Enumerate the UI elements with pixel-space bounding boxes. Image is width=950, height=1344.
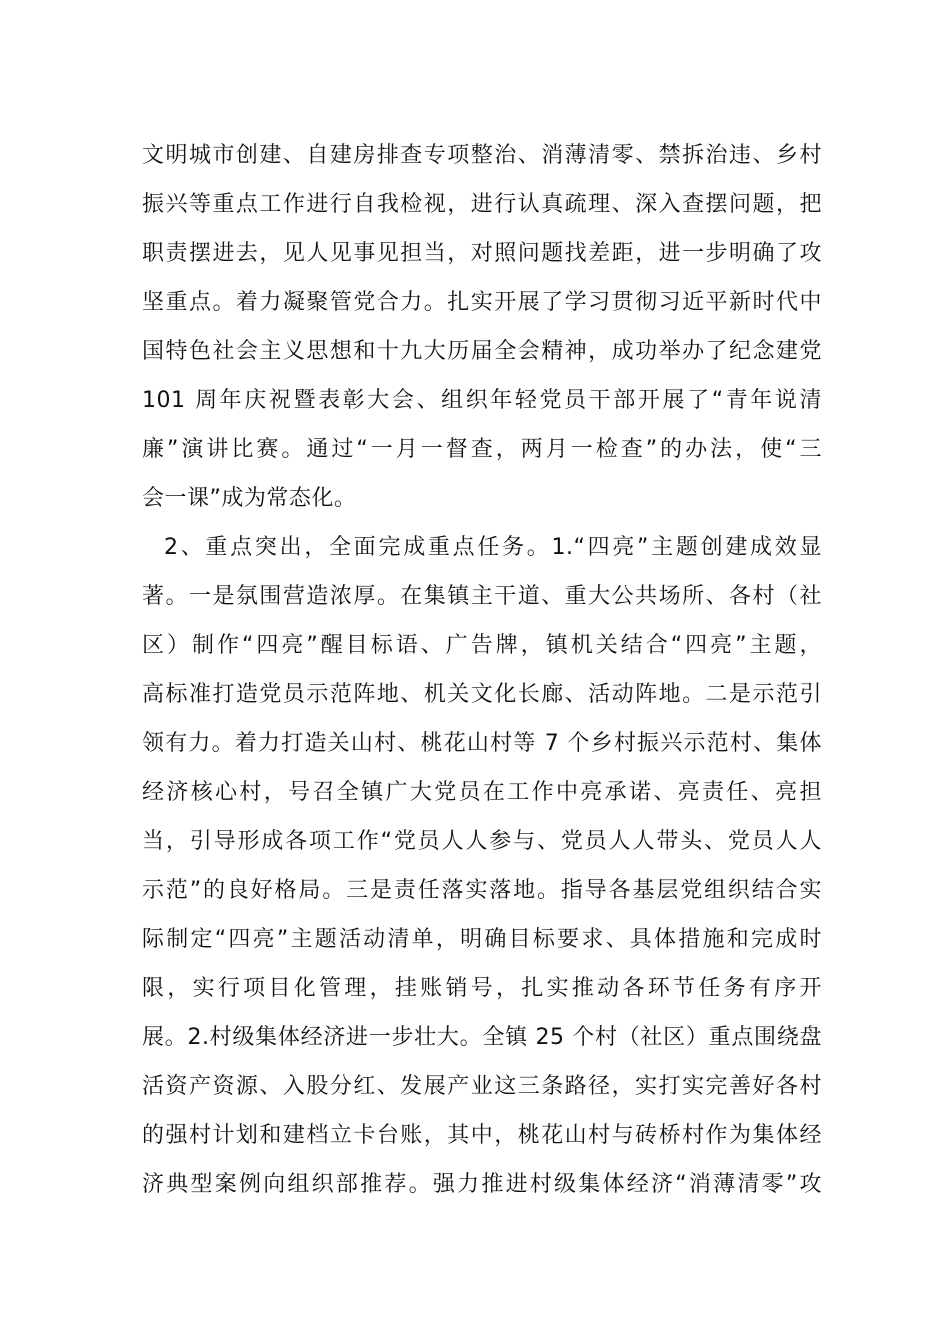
text-line: 活资产资源、入股分红、发展产业这三条路径，实打实完善好各村 bbox=[142, 1074, 822, 1099]
text-line: 展。2.村级集体经济进一步壮大。全镇 25 个村（社区）重点围绕盘 bbox=[142, 1025, 822, 1050]
text-line: 济典型案例向组织部推荐。强力推进村级集体经济“消薄清零”攻 bbox=[142, 1172, 822, 1197]
text-line: 国特色社会主义思想和十九大历届全会精神，成功举办了纪念建党 bbox=[142, 339, 822, 364]
text-line: 2、重点突出，全面完成重点任务。1.“四亮”主题创建成效显 bbox=[164, 535, 822, 560]
text-line: 振兴等重点工作进行自我检视，进行认真疏理、深入查摆问题，把 bbox=[142, 192, 822, 217]
text-line: 廉”演讲比赛。通过“一月一督查，两月一检查”的办法，使“三 bbox=[142, 437, 822, 462]
text-line: 示范”的良好格局。三是责任落实落地。指导各基层党组织结合实 bbox=[142, 878, 822, 903]
text-line: 101 周年庆祝暨表彰大会、组织年轻党员干部开展了“青年说清 bbox=[142, 388, 822, 413]
text-line: 当，引导形成各项工作“党员人人参与、党员人人带头、党员人人 bbox=[142, 829, 822, 854]
text-line: 限，实行项目化管理，挂账销号，扎实推动各环节任务有序开 bbox=[142, 976, 822, 1001]
text-line: 文明城市创建、自建房排查专项整治、消薄清零、禁拆治违、乡村 bbox=[142, 143, 822, 168]
text-line: 职责摆进去，见人见事见担当，对照问题找差距，进一步明确了攻 bbox=[142, 241, 822, 266]
text-line: 经济核心村，号召全镇广大党员在工作中亮承诺、亮责任、亮担 bbox=[142, 780, 822, 805]
text-line: 高标准打造党员示范阵地、机关文化长廊、活动阵地。二是示范引 bbox=[142, 682, 822, 707]
text-line: 会一课”成为常态化。 bbox=[142, 486, 357, 511]
text-line: 际制定“四亮”主题活动清单，明确目标要求、具体措施和完成时 bbox=[142, 927, 822, 952]
text-line: 的强村计划和建档立卡台账，其中，桃花山村与砖桥村作为集体经 bbox=[142, 1123, 822, 1148]
text-line: 区）制作“四亮”醒目标语、广告牌，镇机关结合“四亮”主题， bbox=[142, 633, 822, 658]
document-body bbox=[142, 131, 822, 1209]
text-line: 坚重点。着力凝聚管党合力。扎实开展了学习贯彻习近平新时代中 bbox=[142, 290, 822, 315]
text-line: 领有力。着力打造关山村、桃花山村等 7 个乡村振兴示范村、集体 bbox=[142, 731, 822, 756]
text-line: 著。一是氛围营造浓厚。在集镇主干道、重大公共场所、各村（社 bbox=[142, 584, 822, 609]
